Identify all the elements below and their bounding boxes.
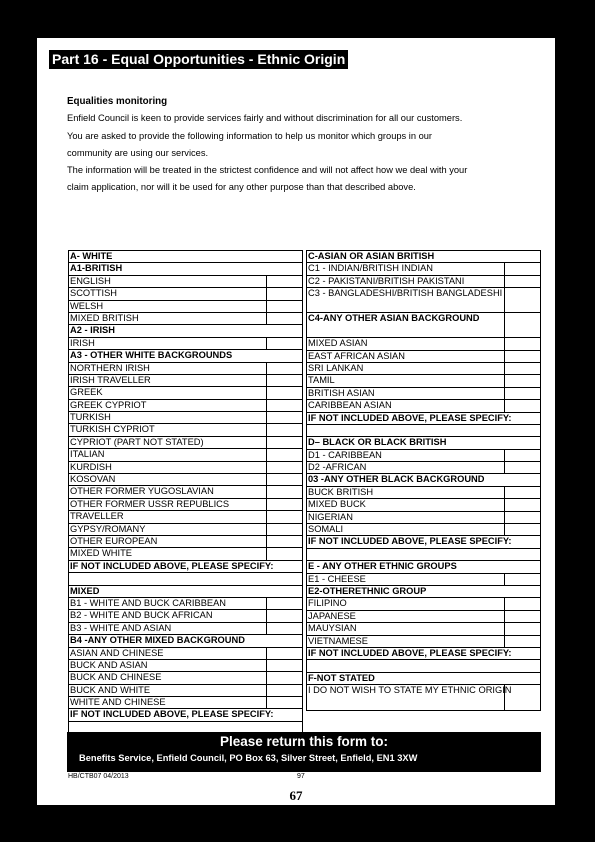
return-address: Benefits Service, Enfield Council, PO Box 63, Silver Street, Enfield, EN1 3XW xyxy=(79,753,418,763)
section-heading xyxy=(307,413,540,425)
option-label: BUCK AND CHINESE xyxy=(70,672,162,683)
ethnicity-option xyxy=(69,685,302,697)
page-number: 67 xyxy=(289,788,303,803)
tick-box[interactable] xyxy=(266,598,302,609)
tick-box[interactable] xyxy=(504,313,540,337)
option-label: ITALIAN xyxy=(70,449,105,460)
specify-field[interactable] xyxy=(307,549,540,561)
section-heading xyxy=(69,263,302,275)
option-label: A- WHITE xyxy=(70,251,113,261)
ethnicity-option xyxy=(69,449,302,461)
ethnicity-option xyxy=(69,648,302,660)
tick-box[interactable] xyxy=(266,660,302,671)
ethnicity-option xyxy=(307,288,540,313)
option-label: IRISH xyxy=(70,337,95,348)
form-page xyxy=(37,38,555,805)
option-label: D1 - CARIBBEAN xyxy=(308,449,382,460)
option-label: CARIBBEAN ASIAN xyxy=(308,400,392,411)
tick-box[interactable] xyxy=(266,685,302,696)
ethnicity-option xyxy=(69,660,302,672)
ethnicity-option xyxy=(69,524,302,536)
option-label: C3 - BANGLADESHI/BRITISH BANGLADESHI xyxy=(308,288,503,299)
option-label: KOSOVAN xyxy=(70,474,116,485)
tick-box[interactable] xyxy=(266,511,302,522)
specify-field[interactable] xyxy=(69,573,302,585)
intro-line: community are using our services. xyxy=(67,147,209,158)
option-label: IF NOT INCLUDED ABOVE, PLEASE SPECIFY: xyxy=(70,560,274,571)
ethnicity-option xyxy=(69,697,302,709)
ethnicity-option xyxy=(307,363,540,375)
tick-box[interactable] xyxy=(266,462,302,473)
option-label: GYPSY/ROMANY xyxy=(70,523,146,534)
ethnicity-option xyxy=(69,313,302,325)
section-title: Part 16 - Equal Opportunities - Ethnic Origin xyxy=(49,50,348,69)
option-label: FILIPINO xyxy=(308,598,347,609)
option-label: MIXED ASIAN xyxy=(308,338,368,349)
ethnicity-option xyxy=(69,598,302,610)
option-label: IF NOT INCLUDED ABOVE, PLEASE SPECIFY: xyxy=(308,647,512,658)
ethnicity-option xyxy=(307,276,540,288)
tick-box[interactable] xyxy=(266,412,302,423)
ethnicity-option xyxy=(307,574,540,586)
option-label: NIGERIAN xyxy=(308,511,353,522)
ethnicity-option xyxy=(307,351,540,363)
option-label: C-ASIAN OR ASIAN BRITISH xyxy=(308,251,435,261)
section-heading xyxy=(69,586,302,598)
ethnicity-option xyxy=(307,598,540,610)
ethnicity-option xyxy=(307,524,540,536)
tick-box[interactable] xyxy=(504,363,540,374)
intro-line: Enfield Council is keen to provide services fairly and without discrimination for all our customers. xyxy=(67,113,463,124)
option-label: A2 - IRISH xyxy=(70,325,115,336)
tick-box[interactable] xyxy=(504,388,540,399)
section-heading xyxy=(307,437,540,449)
tick-box[interactable] xyxy=(266,301,302,312)
tick-box[interactable] xyxy=(504,598,540,609)
section-heading xyxy=(69,350,302,362)
tick-box[interactable] xyxy=(266,499,302,510)
option-label: ENGLISH xyxy=(70,275,111,286)
option-label: MIXED BRITISH xyxy=(70,312,139,323)
tick-box[interactable] xyxy=(504,276,540,287)
ethnicity-option xyxy=(307,450,540,462)
tick-box[interactable] xyxy=(504,611,540,622)
section-heading xyxy=(69,325,302,337)
tick-box[interactable] xyxy=(504,512,540,523)
ethnicity-option xyxy=(69,499,302,511)
section-heading xyxy=(307,251,540,263)
tick-box[interactable] xyxy=(266,313,302,324)
ethnicity-option xyxy=(69,511,302,523)
tick-box[interactable] xyxy=(266,387,302,398)
ethnicity-option xyxy=(69,424,302,436)
tick-box[interactable] xyxy=(266,486,302,497)
tick-box[interactable] xyxy=(266,524,302,535)
intro-heading: Equalities monitoring xyxy=(67,96,168,107)
ethnicity-option xyxy=(307,375,540,387)
ethnicity-option xyxy=(307,487,540,499)
option-label: B1 - WHITE AND BUCK CARIBBEAN xyxy=(70,597,227,608)
form-code: HB/CTB07 04/2013 xyxy=(68,773,129,780)
tick-box[interactable] xyxy=(504,636,540,647)
ethnicity-option xyxy=(69,437,302,449)
option-label: EAST AFRICAN ASIAN xyxy=(308,350,405,361)
option-label: IRISH TRAVELLER xyxy=(70,374,151,385)
section-heading xyxy=(69,635,302,647)
specify-field[interactable] xyxy=(307,425,540,437)
option-label: TURKISH CYPRIOT xyxy=(70,424,155,435)
option-label: CYPRIOT (PART NOT STATED) xyxy=(70,436,204,447)
option-label: D– BLACK OR BLACK BRITISH xyxy=(308,437,447,448)
tick-box[interactable] xyxy=(504,574,540,585)
option-label: BRITISH ASIAN xyxy=(308,387,375,398)
ethnicity-option xyxy=(307,685,540,710)
ethnicity-option xyxy=(69,462,302,474)
ethnicity-option xyxy=(69,276,302,288)
option-label: IF NOT INCLUDED ABOVE, PLEASE SPECIFY: xyxy=(308,536,512,547)
tick-box[interactable] xyxy=(266,548,302,559)
section-heading xyxy=(307,586,540,598)
option-label: TAMIL xyxy=(308,375,335,386)
ethnicity-option xyxy=(69,536,302,548)
option-label: B3 - WHITE AND ASIAN xyxy=(70,622,172,633)
section-heading xyxy=(307,561,540,573)
section-heading xyxy=(69,251,302,263)
ethnicity-table-right xyxy=(306,250,541,711)
option-label: MIXED WHITE xyxy=(70,548,132,559)
option-label: MAUYSIAN xyxy=(308,623,357,634)
intro-line: claim application, nor will it be used for any other purpose than that described above. xyxy=(67,182,416,193)
ethnicity-option xyxy=(307,388,540,400)
option-label: E1 - CHEESE xyxy=(308,573,366,584)
tick-box[interactable] xyxy=(266,424,302,435)
ethnicity-option xyxy=(69,474,302,486)
option-label: C1 - INDIAN/BRITISH INDIAN xyxy=(308,263,434,274)
option-label: BUCK AND ASIAN xyxy=(70,659,148,670)
tick-box[interactable] xyxy=(504,263,540,274)
ethnicity-option xyxy=(69,412,302,424)
ethnicity-option xyxy=(69,400,302,412)
option-label: OTHER FORMER USSR REPUBLICS xyxy=(70,498,230,509)
option-label: BUCK BRITISH xyxy=(308,486,374,497)
section-heading xyxy=(307,474,540,486)
ethnicity-option xyxy=(307,263,540,275)
ethnicity-option xyxy=(307,512,540,524)
tick-box[interactable] xyxy=(504,623,540,634)
intro-line: You are asked to provide the following information to help us monitor which groups in our xyxy=(67,130,433,141)
option-label: JAPANESE xyxy=(308,610,356,621)
option-label: SOMALI xyxy=(308,524,344,535)
tick-box[interactable] xyxy=(266,623,302,634)
tick-box[interactable] xyxy=(504,450,540,461)
option-label: E - ANY OTHER ETHNIC GROUPS xyxy=(308,561,457,572)
option-label: A3 - OTHER WHITE BACKGROUNDS xyxy=(70,350,233,361)
tick-box[interactable] xyxy=(266,449,302,460)
section-heading xyxy=(307,648,540,660)
option-label: A1-BRITISH xyxy=(70,263,123,274)
ethnicity-option xyxy=(69,288,302,300)
tick-box[interactable] xyxy=(266,672,302,683)
tick-box[interactable] xyxy=(266,610,302,621)
option-label: I DO NOT WISH TO STATE MY ETHNIC ORIGIN xyxy=(308,685,512,696)
section-heading xyxy=(69,561,302,573)
option-label: B2 - WHITE AND BUCK AFRICAN xyxy=(70,610,213,621)
tick-box[interactable] xyxy=(504,524,540,535)
tick-box[interactable] xyxy=(504,462,540,473)
option-label: MIXED xyxy=(70,585,100,596)
tick-box[interactable] xyxy=(504,351,540,362)
option-label: F-NOT STATED xyxy=(308,672,375,683)
specify-field[interactable] xyxy=(307,660,540,672)
ethnicity-option xyxy=(307,499,540,511)
option-label: ASIAN AND CHINESE xyxy=(70,647,164,658)
option-label: D2 -AFRICAN xyxy=(308,462,367,473)
option-label: IF NOT INCLUDED ABOVE, PLEASE SPECIFY: xyxy=(70,709,274,720)
option-label: 03 -ANY OTHER BLACK BACKGROUND xyxy=(308,474,485,485)
ethnicity-option xyxy=(69,387,302,399)
section-heading xyxy=(307,673,540,685)
ethnicity-option xyxy=(307,623,540,635)
option-label: TURKISH xyxy=(70,412,111,423)
ethnicity-option xyxy=(307,611,540,623)
tick-box[interactable] xyxy=(504,338,540,349)
intro-line: The information will be treated in the strictest confidence and will not affect how we deal with your xyxy=(67,165,468,176)
tick-box[interactable] xyxy=(266,437,302,448)
ethnicity-option xyxy=(307,462,540,474)
tick-box[interactable] xyxy=(266,375,302,386)
option-label: SRI LANKAN xyxy=(308,362,364,373)
option-label: C4-ANY OTHER ASIAN BACKGROUND xyxy=(308,313,480,324)
tick-box[interactable] xyxy=(504,400,540,411)
tick-box[interactable] xyxy=(504,685,540,710)
ethnicity-option xyxy=(69,672,302,684)
ethnicity-option xyxy=(69,375,302,387)
option-label: E2-OTHERETHNIC GROUP xyxy=(308,585,427,596)
option-label: GREEK xyxy=(70,387,103,398)
tick-box[interactable] xyxy=(266,536,302,547)
option-label: MIXED BUCK xyxy=(308,499,366,510)
tick-box[interactable] xyxy=(266,288,302,299)
intro-text xyxy=(67,93,547,197)
ethnicity-option xyxy=(307,313,540,338)
return-address-bar xyxy=(67,732,541,772)
option-label: WHITE AND CHINESE xyxy=(70,697,166,708)
option-label: B4 -ANY OTHER MIXED BACKGROUND xyxy=(70,635,245,646)
ethnicity-option xyxy=(307,400,540,412)
tick-box[interactable] xyxy=(266,648,302,659)
ethnicity-table-left xyxy=(68,250,303,735)
tick-box[interactable] xyxy=(504,499,540,510)
option-label: KURDISH xyxy=(70,461,112,472)
ethnicity-option xyxy=(69,486,302,498)
option-label: OTHER FORMER YUGOSLAVIAN xyxy=(70,486,214,497)
option-label: NORTHERN IRISH xyxy=(70,362,150,373)
ethnicity-option xyxy=(69,623,302,635)
option-label: GREEK CYPRIOT xyxy=(70,399,147,410)
tick-box[interactable] xyxy=(504,487,540,498)
form-page-number: 97 xyxy=(297,773,305,780)
section-heading xyxy=(69,709,302,721)
ethnicity-option xyxy=(307,636,540,648)
option-label: WELSH xyxy=(70,300,104,311)
ethnicity-option xyxy=(307,338,540,350)
ethnicity-option xyxy=(69,363,302,375)
option-label: TRAVELLER xyxy=(70,511,124,522)
ethnicity-option xyxy=(69,338,302,350)
tick-box[interactable] xyxy=(504,288,540,312)
option-label: BUCK AND WHITE xyxy=(70,684,151,695)
section-heading xyxy=(307,536,540,548)
tick-box[interactable] xyxy=(266,276,302,287)
ethnicity-option xyxy=(69,610,302,622)
return-heading: Please return this form to: xyxy=(219,734,389,749)
tick-box[interactable] xyxy=(266,697,302,708)
tick-box[interactable] xyxy=(266,338,302,349)
option-label: OTHER EUROPEAN xyxy=(70,535,158,546)
option-label: SCOTTISH xyxy=(70,288,118,299)
ethnicity-option xyxy=(69,301,302,313)
option-label: VIETNAMESE xyxy=(308,635,368,646)
tick-box[interactable] xyxy=(266,474,302,485)
tick-box[interactable] xyxy=(266,400,302,411)
tick-box[interactable] xyxy=(504,375,540,386)
option-label: IF NOT INCLUDED ABOVE, PLEASE SPECIFY: xyxy=(308,412,512,423)
option-label: C2 - PAKISTANI/BRITISH PAKISTANI xyxy=(308,275,465,286)
ethnicity-option xyxy=(69,548,302,560)
tick-box[interactable] xyxy=(266,363,302,374)
